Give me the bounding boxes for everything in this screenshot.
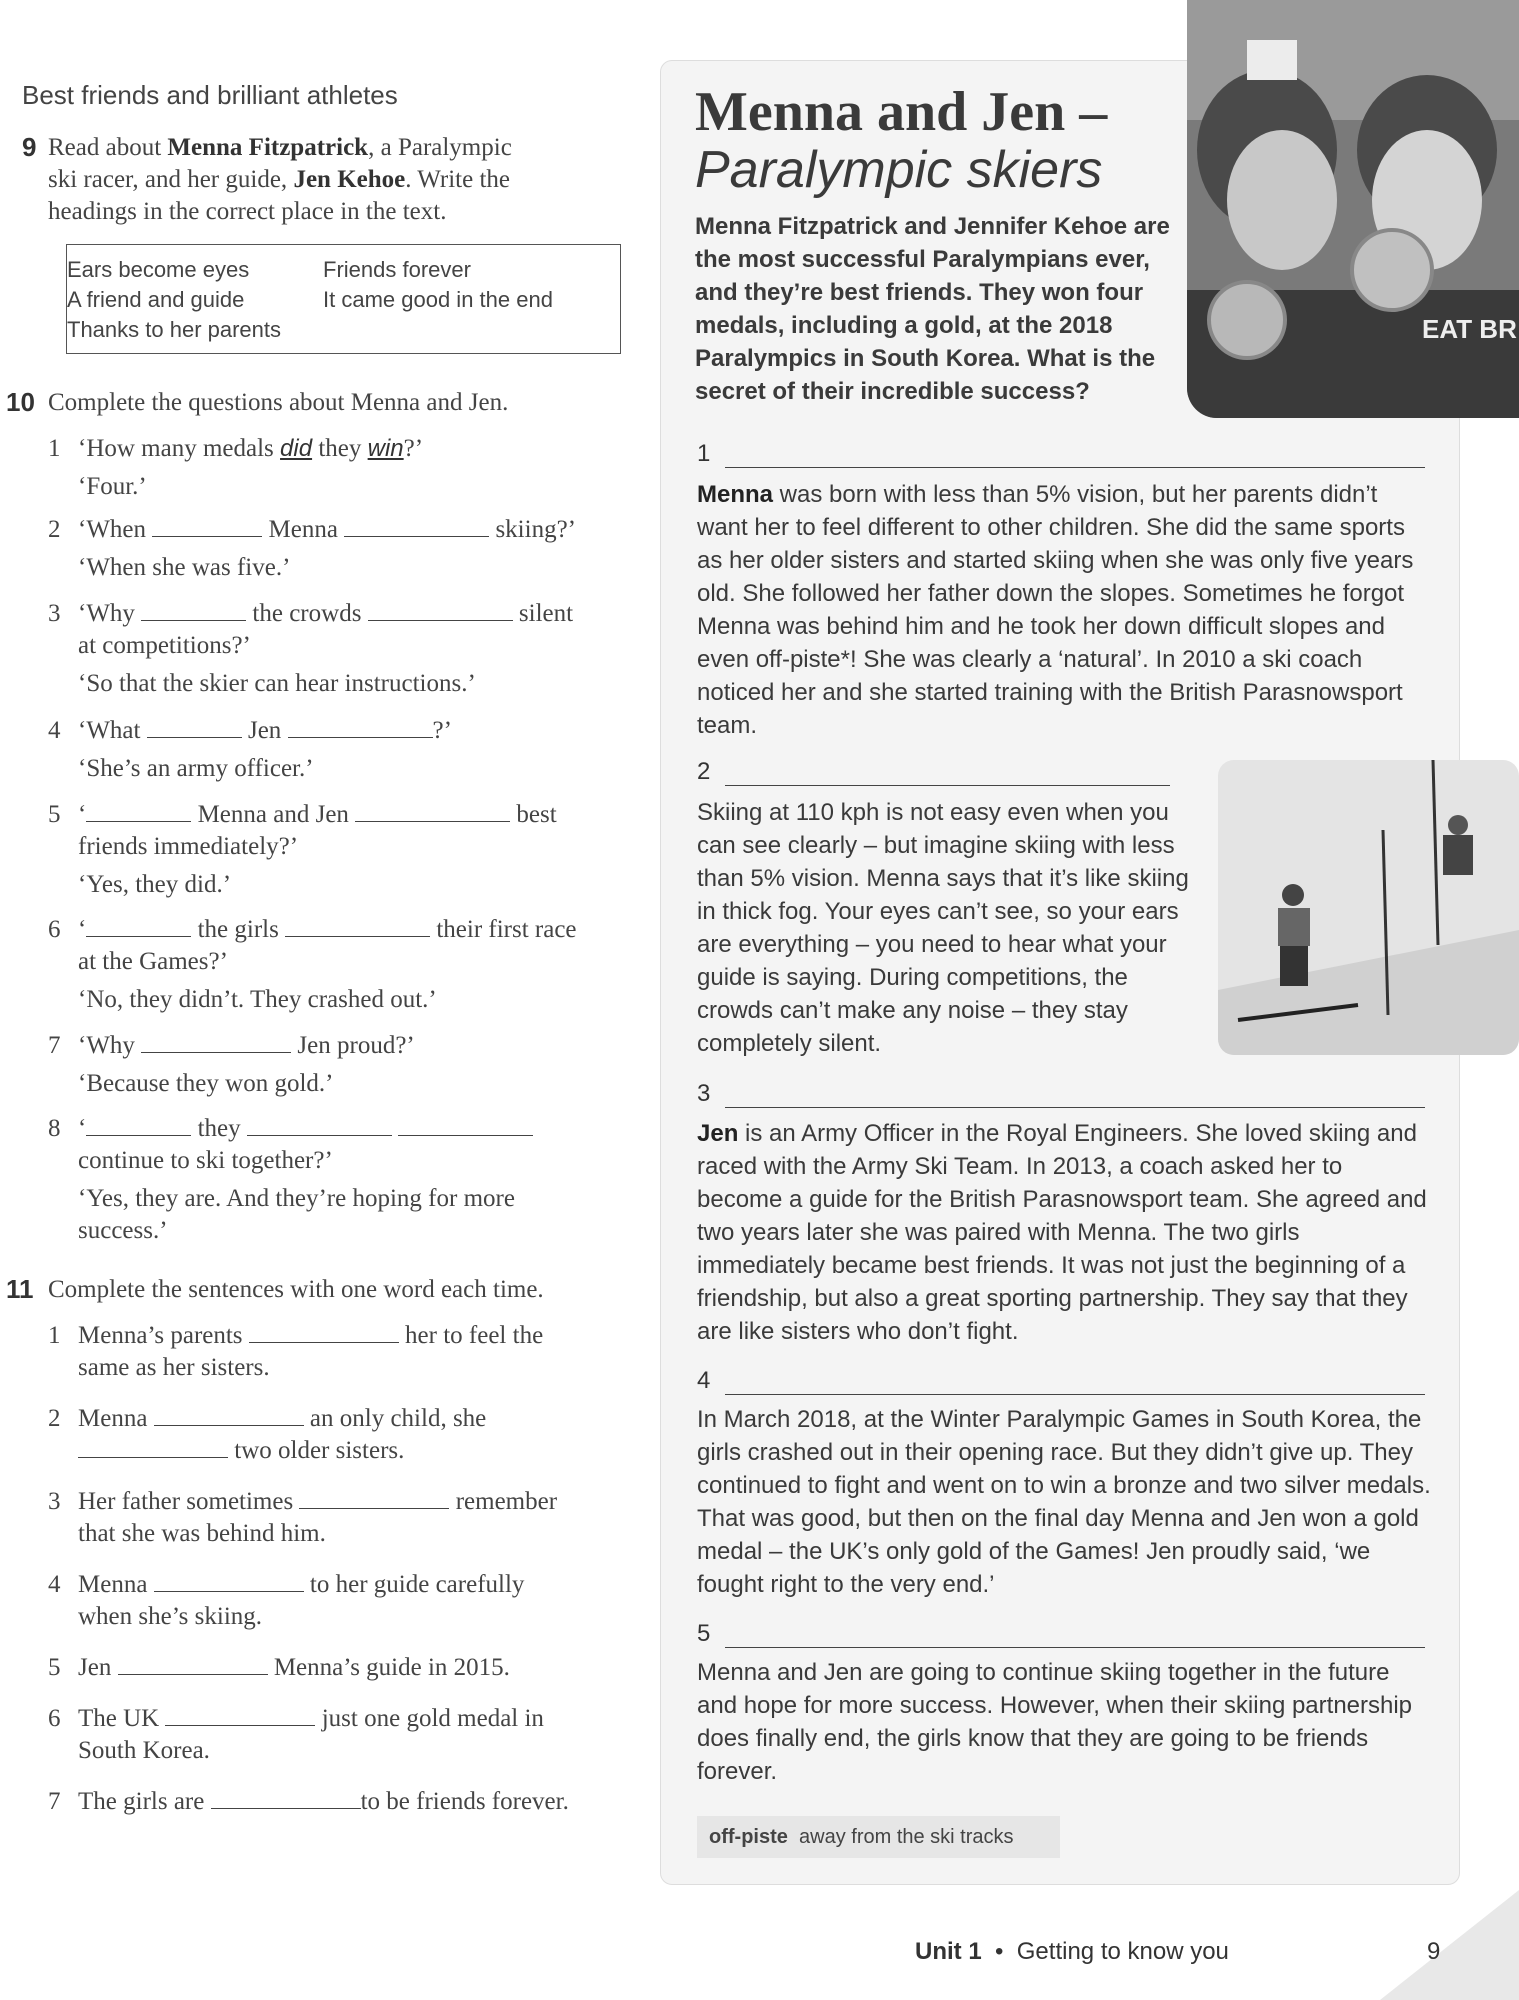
sentence-5: 5 Jen Menna’s guide in 2015. <box>48 1654 510 1681</box>
answer-blank[interactable] <box>78 1438 228 1458</box>
answer-blank[interactable] <box>86 802 191 822</box>
answer-blank[interactable] <box>355 802 510 822</box>
answer-example: win <box>367 435 404 462</box>
answer-blank[interactable] <box>152 517 262 537</box>
article-intro: Menna Fitzpatrick and Jennifer Kehoe are the most successful Paralympians ever, and they’re best friends. They won four medals, including a gold, at the 2018 Paralympics in South Korea. What is the secret of their incredible success? <box>695 213 1170 405</box>
question-3: 3 ‘Why the crowds silent at competitions?’ ‘So that the skier can hear instructions.’ <box>48 600 574 697</box>
answer-example: did <box>280 435 313 462</box>
answer-blank[interactable] <box>299 1489 449 1509</box>
sentence-3: 3 Her father sometimes remember that she was behind him. <box>48 1488 558 1547</box>
question-7: 7 ‘Why Jen proud?’ ‘Because they won gold.’ <box>48 1032 415 1097</box>
article-title: Menna and Jen – <box>695 81 1108 143</box>
section-number: 3 <box>697 1080 711 1107</box>
heading-option: A friend and guide <box>67 287 245 312</box>
answer-blank[interactable] <box>249 1323 399 1343</box>
exercise-11-instruction: Complete the sentences with one word each time. <box>48 1276 544 1303</box>
exercise-9-instruction: Read about Menna Fitzpatrick, a Paralympic ski racer, and her guide, Jen Kehoe. Write the headings in the correct place in the text. <box>48 134 512 225</box>
heading-blank[interactable] <box>725 1647 1425 1648</box>
answer-blank[interactable] <box>154 1572 304 1592</box>
sentence-2: 2 Menna an only child, she two older sisters. <box>48 1405 487 1464</box>
answer-blank[interactable] <box>344 517 489 537</box>
heading-option: Friends forever <box>323 257 471 282</box>
glossary-box: off-piste away from the ski tracks <box>697 1816 1060 1858</box>
answer-blank[interactable] <box>141 1033 291 1053</box>
question-8: 8 ‘ they continue to ski together?’ ‘Yes, they are. And they’re hoping for more success.’ <box>48 1113 613 1247</box>
sentence-4: 4 Menna to her guide carefully when she’s skiing. <box>48 1571 525 1630</box>
sentence-1: 1 Menna’s parents her to feel the same as her sisters. <box>48 1322 544 1381</box>
answer-blank[interactable] <box>211 1789 361 1809</box>
page-corner <box>1380 1890 1519 2000</box>
article-paragraph: Jen is an Army Officer in the Royal Engineers. She loved skiing and raced with the Army Ski Team. In 2013, a coach asked her to become a guide for the British Parasnowsport team. She agreed and two years later she was paired with Menna. The two girls immediately became best friends. It was not just the beginning of a friendship, but also a great sporting partnership. They say that they are like sisters who don’t fight. <box>697 1120 1427 1345</box>
section-number: 2 <box>697 758 711 785</box>
answer-blank[interactable] <box>368 601 513 621</box>
answer-blank[interactable] <box>154 1406 304 1426</box>
article-paragraph: Menna and Jen are going to continue skiing together in the future and hope for more success. However, when their skiing partnership does finally end, the girls know that they are going to be friends forever. <box>697 1659 1413 1785</box>
heading-blank[interactable] <box>725 1107 1425 1108</box>
answer-blank[interactable] <box>398 1116 533 1136</box>
footer-unit: Unit 1 • Getting to know you <box>915 1938 1229 1965</box>
article-paragraph: Skiing at 110 kph is not easy even when you can see clearly – but imagine skiing with less than 5% vision. Menna says that it’s like skiing in thick fog. Your eyes can’t see, so your ears are everything – you need to hear what your guide is saying. During competitions, the crowds can’t make any noise – they stay completely silent. <box>697 799 1189 1057</box>
question-2: 2 ‘When Menna skiing?’ ‘When she was five.’ <box>48 516 576 581</box>
sentence-6: 6 The UK just one gold medal in South Korea. <box>48 1705 544 1764</box>
answer-blank[interactable] <box>118 1655 268 1675</box>
section-number: 5 <box>697 1620 711 1647</box>
answer-blank[interactable] <box>147 718 242 738</box>
svg-text:EAT BR: EAT BR <box>1422 314 1517 344</box>
answer-blank[interactable] <box>86 1116 191 1136</box>
exercise-10-number: 10 <box>6 387 35 417</box>
heading-option: It came good in the end <box>323 287 553 312</box>
answer-blank[interactable] <box>247 1116 392 1136</box>
exercise-9-number: 9 <box>22 132 37 162</box>
article-paragraph: In March 2018, at the Winter Paralympic Games in South Korea, the girls crashed out in their opening race. But they didn’t give up. They continued to fight and went on to win a bronze and two silver medals. That was good, but then on the final day Menna and Jen won a gold medal – the UK’s only gold of the Games! Jen proudly said, ‘we fought right to the very end.’ <box>697 1406 1431 1598</box>
question-5: 5 ‘ Menna and Jen best friends immediately?’ ‘Yes, they did.’ <box>48 801 557 898</box>
medal-photo <box>1187 0 1519 418</box>
slalom-photo <box>1218 760 1519 1055</box>
heading-option: Ears become eyes <box>67 257 250 282</box>
question-6: 6 ‘ the girls their first race at the Games?’ ‘No, they didn’t. They crashed out.’ <box>48 916 577 1013</box>
page-number: 9 <box>1427 1938 1441 1965</box>
exercise-11-number: 11 <box>6 1274 34 1304</box>
question-4: 4 ‘What Jen ?’ ‘She’s an army officer.’ <box>48 717 452 782</box>
heading-blank[interactable] <box>725 467 1425 468</box>
section-number: 1 <box>697 440 711 467</box>
article-subtitle: Paralympic skiers <box>695 141 1103 199</box>
section-number: 4 <box>697 1367 711 1394</box>
article-paragraph: Menna was born with less than 5% vision, but her parents didn’t want her to feel different to other children. She did the same sports as her older sisters and started skiing when she was only five years old. She followed her father down the slopes. Sometimes he forgot Menna was behind him and he took her down difficult slopes and even off-piste*! She was clearly a ‘natural’. In 2010 a ski coach noticed her and she started training with the British Parasnowsport team. <box>697 481 1414 739</box>
question-1: 1 ‘How many medals did they win?’ ‘Four.’ <box>48 435 424 500</box>
heading-blank[interactable] <box>725 785 1170 786</box>
heading-option: Thanks to her parents <box>67 317 282 342</box>
headings-box <box>66 244 621 354</box>
section-title: Best friends and brilliant athletes <box>22 80 398 110</box>
answer-blank[interactable] <box>165 1706 315 1726</box>
answer-blank[interactable] <box>141 601 246 621</box>
answer-blank[interactable] <box>288 718 433 738</box>
answer-blank[interactable] <box>285 917 430 937</box>
heading-blank[interactable] <box>725 1394 1425 1395</box>
answer-blank[interactable] <box>86 917 191 937</box>
sentence-7: 7 The girls are to be friends forever. <box>48 1788 569 1815</box>
exercise-10-instruction: Complete the questions about Menna and Jen. <box>48 389 509 416</box>
